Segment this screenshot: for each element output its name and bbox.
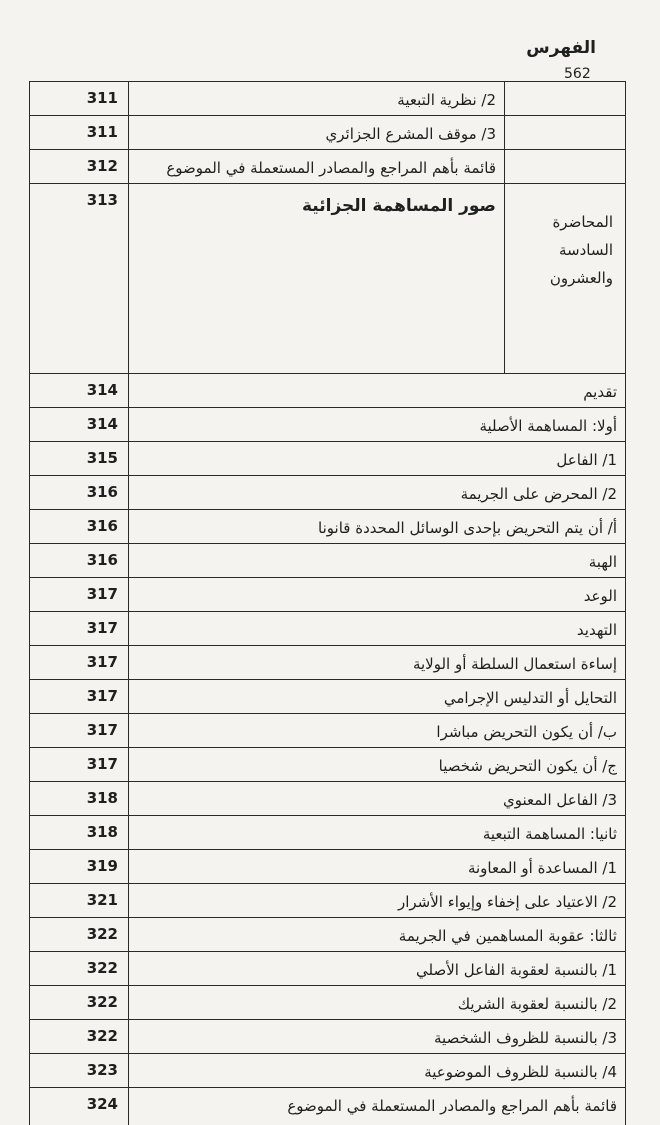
toc-entry-title: 2/ نظرية التبعية (397, 91, 496, 109)
toc-page-number: 322 (30, 952, 129, 985)
toc-entry-title: أولا: المساهمة الأصلية (479, 417, 617, 435)
toc-entry-title: 3/ بالنسبة للظروف الشخصية (434, 1029, 617, 1047)
toc-row (30, 476, 625, 510)
toc-entry-title: ثالثا: عقوبة المساهمين في الجريمة (398, 927, 617, 945)
toc-row (30, 374, 625, 408)
toc-entry-title: الهبة (588, 553, 617, 571)
toc-page-number: 316 (30, 476, 129, 509)
toc-entry-title: إساءة استعمال السلطة أو الولاية (412, 655, 617, 673)
toc-entry-title: ثانيا: المساهمة التبعية (482, 825, 617, 843)
toc-page-number: 324 (30, 1088, 129, 1125)
toc-entry-title: 3/ موقف المشرع الجزائري (325, 125, 496, 143)
toc-entry-title: 3/ الفاعل المعنوي (502, 791, 617, 809)
toc-row (30, 986, 625, 1020)
toc-entry-title: 2/ المحرض على الجريمة (460, 485, 617, 503)
toc-page-number: 321 (30, 884, 129, 917)
toc-row (30, 714, 625, 748)
lecture-label-line: السادسة (559, 241, 613, 259)
toc-entry-title: 2/ الاعتياد على إخفاء وإيواء الأشرار (397, 893, 617, 911)
toc-page-number: 317 (30, 612, 129, 645)
toc-entry-title: 1/ بالنسبة لعقوبة الفاعل الأصلي (416, 961, 617, 979)
toc-entry-title: ج/ أن يكون التحريض شخصيا (438, 757, 617, 775)
toc-page-number: 311 (30, 116, 129, 149)
toc-entry-title: 4/ بالنسبة للظروف الموضوعية (424, 1063, 617, 1081)
toc-page-number: 317 (30, 748, 129, 781)
toc-lecture-cell (504, 150, 625, 183)
page-number: 562 (564, 66, 591, 82)
toc-row (30, 816, 625, 850)
toc-entry-title: قائمة بأهم المراجع والمصادر المستعملة في الموضوع (287, 1097, 617, 1115)
toc-lecture-row (30, 184, 625, 374)
toc-page-number: 315 (30, 442, 129, 475)
toc-entry-title: ب/ أن يكون التحريض مباشرا (436, 723, 617, 741)
toc-entry-title: قائمة بأهم المراجع والمصادر المستعملة في الموضوع (166, 159, 496, 177)
toc-page-number: 319 (30, 850, 129, 883)
toc-row (30, 918, 625, 952)
toc-row (30, 850, 625, 884)
toc-entry-title: 1/ الفاعل (556, 451, 617, 469)
toc-row (30, 1020, 625, 1054)
toc-page-number: 316 (30, 510, 129, 543)
toc-row (30, 578, 625, 612)
toc-row (30, 510, 625, 544)
toc-page-number: 322 (30, 986, 129, 1019)
toc-page-number: 318 (30, 782, 129, 815)
toc-row (30, 646, 625, 680)
toc-row (30, 680, 625, 714)
toc-row (30, 612, 625, 646)
toc-row (30, 748, 625, 782)
toc-page-number: 314 (30, 408, 129, 441)
toc-row (30, 150, 625, 184)
toc-page-number: 312 (30, 150, 129, 183)
toc-row (30, 782, 625, 816)
toc-page-number: 311 (30, 82, 129, 115)
toc-page-number: 317 (30, 714, 129, 747)
toc-entry-title: 2/ بالنسبة لعقوبة الشريك (457, 995, 617, 1013)
toc-page-number: 322 (30, 1020, 129, 1053)
toc-row (30, 82, 625, 116)
lecture-label-line: المحاضرة (552, 213, 613, 231)
toc-row (30, 408, 625, 442)
toc-lecture-cell (504, 116, 625, 149)
toc-page-number: 318 (30, 816, 129, 849)
toc-page-number: 313 (30, 184, 129, 373)
toc-entry-title: التحايل أو التدليس الإجرامي (443, 689, 617, 707)
toc-row (30, 1054, 625, 1088)
toc-entry-title: التهديد (576, 621, 617, 639)
toc-page-number: 317 (30, 646, 129, 679)
toc-row (30, 442, 625, 476)
toc-table (29, 81, 626, 1125)
running-head-title: الفهرس (526, 38, 596, 58)
toc-row (30, 116, 625, 150)
toc-page-number: 314 (30, 374, 129, 407)
toc-entry-title: تقديم (583, 383, 617, 401)
lecture-label-line: والعشرون (549, 269, 613, 287)
toc-page-number: 317 (30, 680, 129, 713)
toc-page-number: 323 (30, 1054, 129, 1087)
toc-entry-title: أ/ أن يتم التحريض بإحدى الوسائل المحددة قانونا (318, 519, 617, 537)
lecture-label (504, 184, 625, 373)
toc-page-number: 322 (30, 918, 129, 951)
toc-page-number: 317 (30, 578, 129, 611)
toc-page-number: 316 (30, 544, 129, 577)
toc-row (30, 952, 625, 986)
toc-row (30, 544, 625, 578)
toc-entry-title: 1/ المساعدة أو المعاونة (467, 859, 617, 877)
toc-entry-title: الوعد (583, 587, 617, 605)
toc-row (30, 1088, 625, 1125)
toc-row (30, 884, 625, 918)
lecture-title: صور المساهمة الجزائية (302, 196, 496, 216)
toc-lecture-cell (504, 82, 625, 115)
